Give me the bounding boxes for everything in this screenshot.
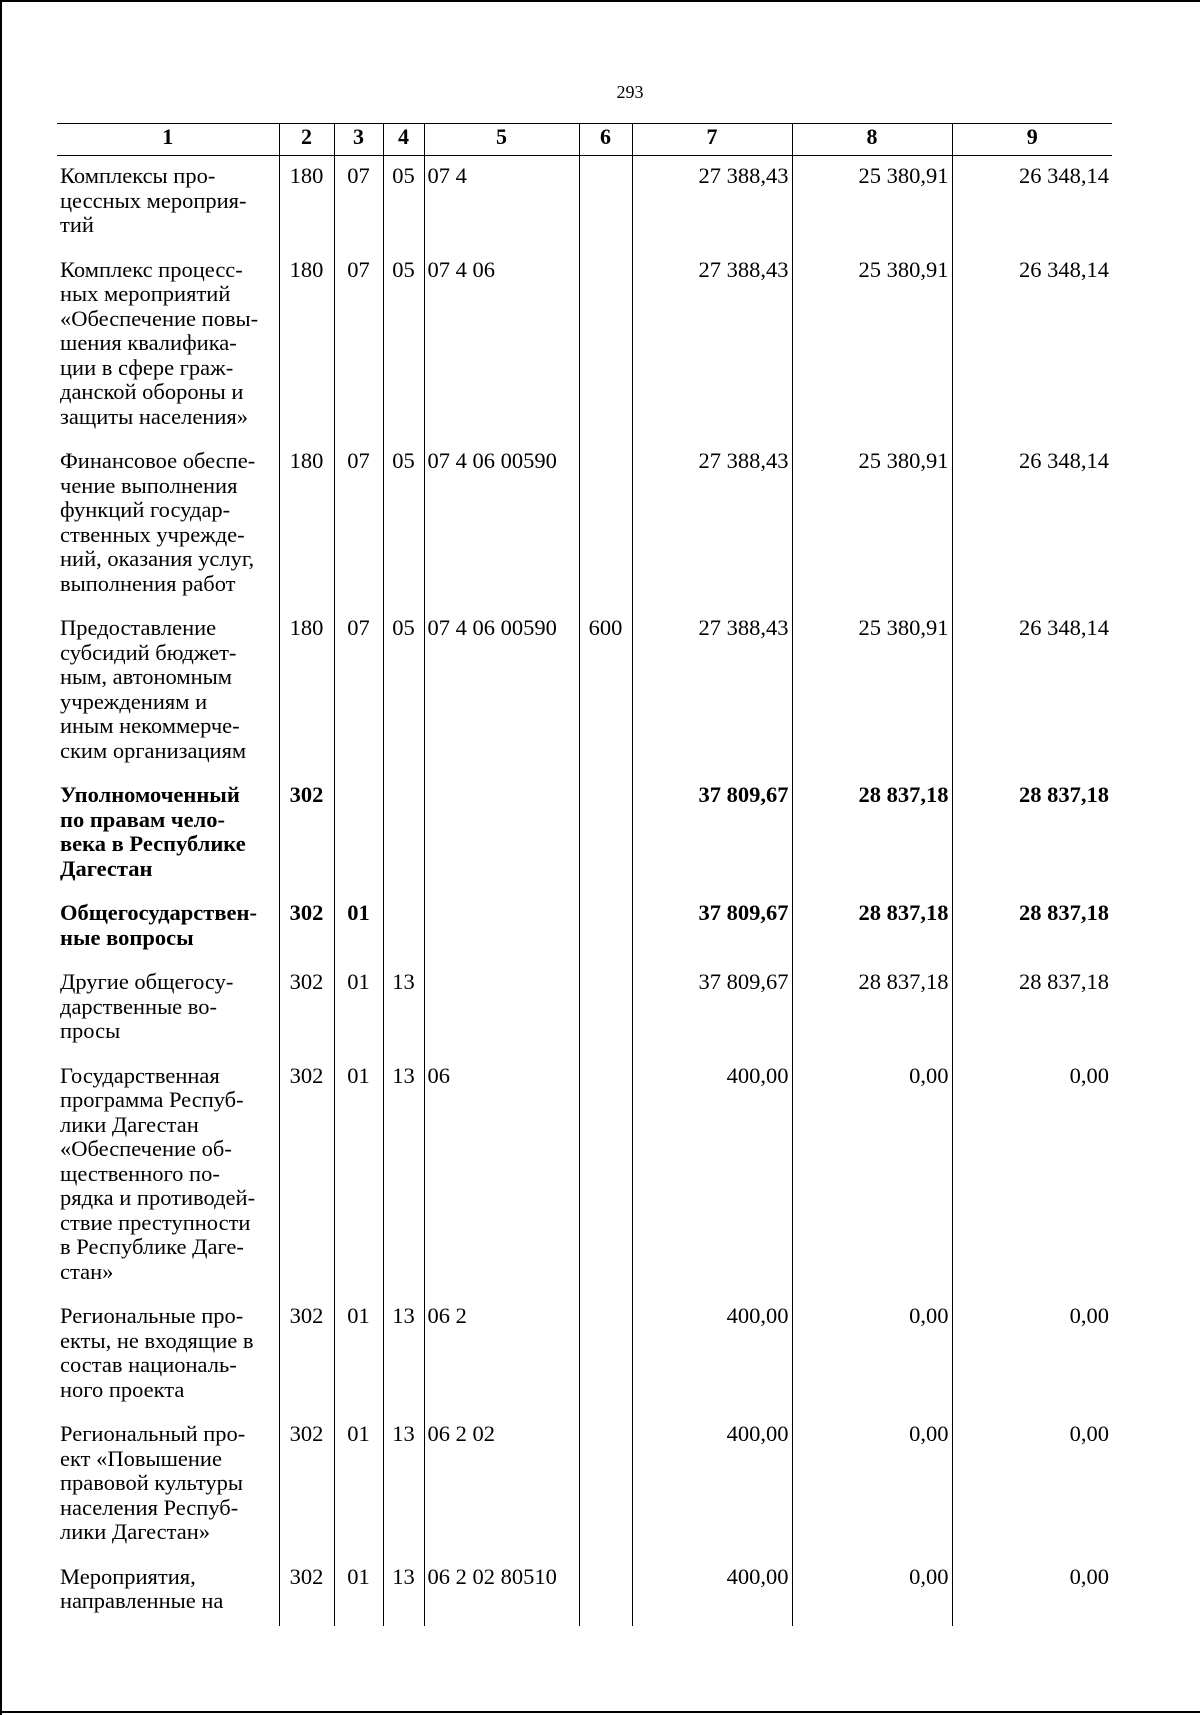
cell-col-7: 400,00 [632, 1557, 792, 1626]
cell-col-4 [383, 893, 424, 962]
cell-col-9: 28 837,18 [952, 893, 1112, 962]
column-header: 1 [57, 124, 279, 156]
cell-col-6 [579, 1056, 632, 1297]
cell-col-4: 05 [383, 608, 424, 775]
cell-col-9: 0,00 [952, 1557, 1112, 1626]
table-row [57, 775, 1112, 893]
cell-col-3: 01 [334, 962, 383, 1056]
table-header-row [57, 124, 1112, 156]
cell-col-6 [579, 1414, 632, 1557]
cell-col-5: 06 [424, 1056, 579, 1297]
cell-col-3: 01 [334, 1056, 383, 1297]
cell-col-8: 28 837,18 [792, 775, 952, 893]
cell-col-5: 07 4 06 [424, 250, 579, 442]
cell-col-3: 07 [334, 156, 383, 250]
cell-col-5: 07 4 06 00590 [424, 441, 579, 608]
cell-col-5: 06 2 02 80510 [424, 1557, 579, 1626]
cell-col-7: 37 809,67 [632, 775, 792, 893]
row-name: Финансовое обеспе- чение выполнения функций государ- ственных учрежде- ний, оказания услуг, выполнения работ [57, 441, 279, 608]
cell-col-4: 13 [383, 1557, 424, 1626]
cell-col-5: 06 2 [424, 1296, 579, 1414]
cell-col-9: 28 837,18 [952, 775, 1112, 893]
table-row [57, 1296, 1112, 1414]
cell-col-3 [334, 775, 383, 893]
cell-col-9: 26 348,14 [952, 250, 1112, 442]
cell-col-4 [383, 775, 424, 893]
cell-col-9: 26 348,14 [952, 441, 1112, 608]
row-name: Региональные про- екты, не входящие в состав националь- ного проекта [57, 1296, 279, 1414]
cell-col-9: 26 348,14 [952, 156, 1112, 250]
cell-col-7: 400,00 [632, 1056, 792, 1297]
budget-table [57, 123, 1112, 1626]
cell-col-3: 01 [334, 1557, 383, 1626]
row-name: Комплексы про- цессных мероприя- тий [57, 156, 279, 250]
cell-col-3: 01 [334, 893, 383, 962]
cell-col-2: 302 [279, 1414, 334, 1557]
row-name: Региональный про- ект «Повышение правовой культуры населения Респуб- лики Дагестан» [57, 1414, 279, 1557]
cell-col-2: 302 [279, 962, 334, 1056]
row-name: Комплекс процесс- ных мероприятий «Обеспечение повы- шения квалифика- ции в сфере граж- данской обороны и защиты населения» [57, 250, 279, 442]
table-row [57, 1414, 1112, 1557]
row-name: Государственная программа Респуб- лики Дагестан «Обеспечение об- щественного по- рядка и противодей- ствие преступности в Республике Даге- стан» [57, 1056, 279, 1297]
row-name: Другие общегосу- дарственные во- просы [57, 962, 279, 1056]
cell-col-8: 0,00 [792, 1296, 952, 1414]
cell-col-9: 0,00 [952, 1056, 1112, 1297]
column-header: 3 [334, 124, 383, 156]
column-header: 6 [579, 124, 632, 156]
cell-col-4: 05 [383, 250, 424, 442]
column-header: 7 [632, 124, 792, 156]
scan-edge-top [0, 0, 1200, 2]
cell-col-7: 37 809,67 [632, 962, 792, 1056]
cell-col-2: 180 [279, 608, 334, 775]
cell-col-6 [579, 775, 632, 893]
table-row [57, 250, 1112, 442]
column-header: 4 [383, 124, 424, 156]
cell-col-5 [424, 962, 579, 1056]
cell-col-6 [579, 893, 632, 962]
cell-col-4: 13 [383, 962, 424, 1056]
cell-col-8: 25 380,91 [792, 441, 952, 608]
cell-col-7: 27 388,43 [632, 608, 792, 775]
column-header: 5 [424, 124, 579, 156]
cell-col-7: 400,00 [632, 1296, 792, 1414]
table-row [57, 893, 1112, 962]
row-name: Общегосударствен- ные вопросы [57, 893, 279, 962]
cell-col-8: 28 837,18 [792, 893, 952, 962]
cell-col-2: 302 [279, 1056, 334, 1297]
cell-col-4: 05 [383, 156, 424, 250]
cell-col-6 [579, 962, 632, 1056]
cell-col-9: 28 837,18 [952, 962, 1112, 1056]
page-number: 293 [616, 82, 644, 102]
cell-col-4: 05 [383, 441, 424, 608]
cell-col-3: 07 [334, 441, 383, 608]
cell-col-7: 400,00 [632, 1414, 792, 1557]
cell-col-5: 07 4 [424, 156, 579, 250]
cell-col-9: 26 348,14 [952, 608, 1112, 775]
column-header: 8 [792, 124, 952, 156]
cell-col-6 [579, 1296, 632, 1414]
table-row [57, 962, 1112, 1056]
row-name: Предоставление субсидий бюджет- ным, автономным учреждениям и иным некоммерче- ским организациям [57, 608, 279, 775]
cell-col-2: 180 [279, 441, 334, 608]
cell-col-6 [579, 156, 632, 250]
cell-col-5 [424, 893, 579, 962]
cell-col-6 [579, 250, 632, 442]
cell-col-3: 07 [334, 608, 383, 775]
cell-col-6 [579, 441, 632, 608]
cell-col-4: 13 [383, 1296, 424, 1414]
cell-col-3: 01 [334, 1296, 383, 1414]
cell-col-2: 180 [279, 156, 334, 250]
table-row [57, 1557, 1112, 1626]
cell-col-8: 25 380,91 [792, 156, 952, 250]
cell-col-4: 13 [383, 1414, 424, 1557]
table-row [57, 1056, 1112, 1297]
cell-col-3: 07 [334, 250, 383, 442]
column-header: 9 [952, 124, 1112, 156]
cell-col-5: 06 2 02 [424, 1414, 579, 1557]
cell-col-6 [579, 1557, 632, 1626]
cell-col-8: 28 837,18 [792, 962, 952, 1056]
cell-col-7: 27 388,43 [632, 250, 792, 442]
column-header: 2 [279, 124, 334, 156]
cell-col-7: 27 388,43 [632, 441, 792, 608]
cell-col-7: 27 388,43 [632, 156, 792, 250]
cell-col-2: 302 [279, 893, 334, 962]
table-row [57, 608, 1112, 775]
cell-col-6: 600 [579, 608, 632, 775]
cell-col-9: 0,00 [952, 1414, 1112, 1557]
cell-col-9: 0,00 [952, 1296, 1112, 1414]
cell-col-8: 0,00 [792, 1557, 952, 1626]
row-name: Мероприятия, направленные на [57, 1557, 279, 1626]
cell-col-8: 0,00 [792, 1056, 952, 1297]
cell-col-2: 302 [279, 775, 334, 893]
cell-col-2: 302 [279, 1557, 334, 1626]
cell-col-3: 01 [334, 1414, 383, 1557]
cell-col-2: 302 [279, 1296, 334, 1414]
scan-edge-left [0, 0, 2, 1715]
cell-col-4: 13 [383, 1056, 424, 1297]
row-name: Уполномоченный по правам чело- века в Республике Дагестан [57, 775, 279, 893]
cell-col-8: 25 380,91 [792, 608, 952, 775]
cell-col-2: 180 [279, 250, 334, 442]
scan-edge-bottom [0, 1711, 1200, 1713]
cell-col-5: 07 4 06 00590 [424, 608, 579, 775]
table-row [57, 156, 1112, 250]
table-row [57, 441, 1112, 608]
cell-col-8: 25 380,91 [792, 250, 952, 442]
cell-col-5 [424, 775, 579, 893]
cell-col-7: 37 809,67 [632, 893, 792, 962]
cell-col-8: 0,00 [792, 1414, 952, 1557]
